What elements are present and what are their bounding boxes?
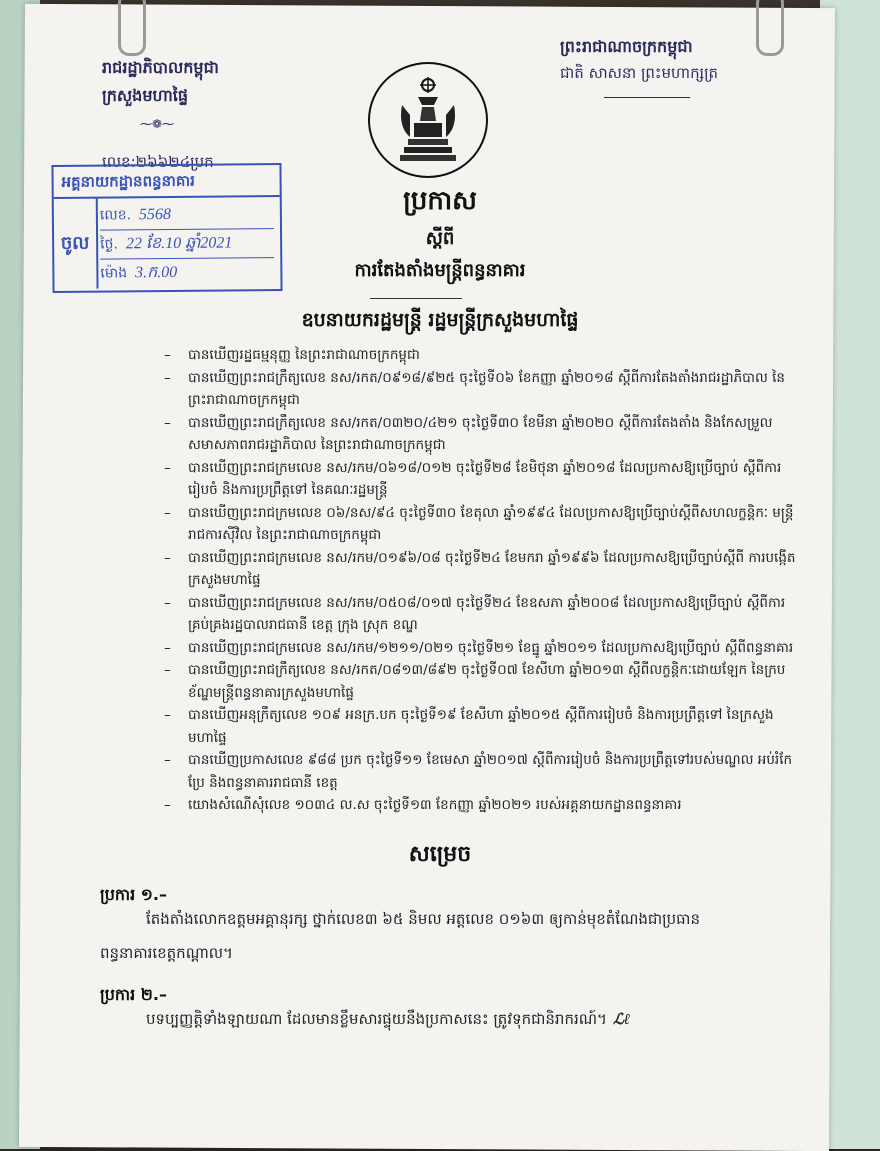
paper-clip-left bbox=[118, 0, 146, 56]
paper-clip-right bbox=[756, 0, 784, 56]
government-title: រាជរដ្ឋាភិបាលកម្ពុជា bbox=[102, 58, 219, 77]
consideration-item: – យោងសំណើសុំលេខ ១០៣៤ ល.ស ចុះថ្ងៃទី១៣ ខែកញ្ញា ឆ្នាំ២០២១ របស់អគ្គនាយកដ្ឋានពន្ធនាគារ bbox=[160, 794, 800, 817]
article-1-text-line2: ពន្ធនាគារខេត្តកណ្ដាល។ bbox=[100, 944, 233, 962]
stamp-time-value: 3.ក.00 bbox=[134, 263, 178, 282]
stamp-date-value: 22 ខែ.10 ឆ្នាំ2021 bbox=[125, 234, 233, 253]
header-right bbox=[560, 34, 718, 86]
consideration-item: – បានឃើញរដ្ឋធម្មនុញ្ញ នៃព្រះរាជាណាចក្រកម្ពុជា bbox=[160, 344, 800, 367]
kingdom-title: ព្រះរាជាណាចក្រកម្ពុជា bbox=[560, 37, 693, 56]
considerations-list bbox=[160, 344, 800, 817]
consideration-item: – បានឃើញព្រះរាជក្រមលេខ នស/រកម/០៦១៨/០១២ ចុះថ្ងៃទី២៨ ខែមិថុនា ឆ្នាំ២០១៨ ដែលប្រកាសឱ្យប្រើច្បាប់ ស្តីពីការរៀបចំ និងការប្រព្រឹត្តទៅ នៃគណៈរដ្ឋមន្ត្រី bbox=[160, 457, 800, 502]
consideration-item: – បានឃើញប្រកាសលេខ ៩៨៨ ប្រក ចុះថ្ងៃទី១១ ខែមេសា ឆ្នាំ២០១៧ ស្តីពីការរៀបចំ និងការប្រព្រឹត្តទៅរបស់មណ្ឌល អប់រំកែប្រែ និងពន្ធនាគាររាជធានី ខេត្ត bbox=[160, 749, 800, 794]
document-type-title: ប្រកាស bbox=[403, 186, 477, 216]
article-2-text bbox=[146, 1002, 806, 1037]
consideration-item: – បានឃើញព្រះរាជក្រមលេខ ០៦/នស/៩៤ ចុះថ្ងៃទី៣០ ខែតុលា ឆ្នាំ១៩៩៤ ដែលប្រកាសឱ្យប្រើច្បាប់ស្តីពីសហលក្ខន្តិកៈ មន្ត្រីរាជការស៊ីវិល នៃព្រះរាជាណាចក្រកម្ពុជា bbox=[160, 502, 800, 547]
document-about: ស្ដីពី bbox=[425, 228, 455, 249]
consideration-item: – បានឃើញព្រះរាជក្រមលេខ នស/រកម/០៥០៨/០១៧ ចុះថ្ងៃទី២៤ ខែឧសភា ឆ្នាំ២០០៨ ដែលប្រកាសឱ្យប្រើច្បាប់ ស្តីពីការគ្រប់គ្រងរដ្ឋបាលរាជធានី ខេត្ត ក្រុង ស្រុក ខណ្ឌ bbox=[160, 592, 800, 637]
ministry-title: ក្រសួងមហាផ្ទៃ bbox=[102, 86, 189, 105]
ornament-icon: ⁓❁⁓ bbox=[140, 117, 175, 131]
header-left bbox=[102, 54, 219, 176]
article-2-text-line1: បទប្បញ្ញត្តិទាំងឡាយណា ដែលមានខ្លឹមសារផ្ទុយនឹងប្រកាសនេះ ត្រូវទុកជានិរាករណ៍។ bbox=[146, 1010, 607, 1028]
decision-title: សម្រេច bbox=[408, 842, 472, 867]
consideration-item: – បានឃើញព្រះរាជក្រមលេខ នស/រកម/០១៩៦/០៨ ចុះថ្ងៃទី២៤ ខែមករា ឆ្នាំ១៩៩៦ ដែលប្រកាសឱ្យប្រើច្បាប់ស្តីពី ការបង្កើតក្រសួងមហាផ្ទៃ bbox=[160, 547, 800, 592]
stamp-number-value: 5568 bbox=[138, 205, 172, 224]
stamp-department: អគ្គនាយកដ្ឋានពន្ធនាគារ bbox=[53, 165, 279, 199]
consideration-item: – បានឃើញព្រះរាជក្រឹត្យលេខ នស/រកត/០៨១៣/៨៩២ ចុះថ្ងៃទី០៧ ខែសីហា ឆ្នាំ២០១៣ ស្តីពីលក្ខន្តិកៈដោយឡែក នៃក្របខ័ណ្ឌមន្ត្រីពន្ធនាគារក្រសួងមហាផ្ទៃ bbox=[160, 659, 800, 704]
national-motto: ជាតិ សាសនា ព្រះមហាក្សត្រ bbox=[560, 64, 719, 82]
article-1-label: ប្រការ ១.– bbox=[100, 885, 167, 904]
subject-divider bbox=[370, 298, 462, 299]
reference-number: លេខ:២៦៦២៤ប្រក bbox=[102, 153, 214, 171]
stamp-number-label: លេខ. bbox=[99, 207, 132, 224]
article-1-text-line1: តែងតាំងលោកឧត្តមអគ្គានុរក្ស ថ្នាក់លេខ៣ ៦៥ និមល អត្តលេខ ០១៦៣ ឲ្យកាន់មុខតំណែងជាប្រធាន bbox=[146, 910, 700, 928]
stamp-time-label: ម៉ោង bbox=[100, 265, 128, 282]
royal-coat-of-arms-emblem bbox=[368, 62, 488, 178]
consideration-item: – បានឃើញព្រះរាជក្រមលេខ នស/រកម/១២១១/០២១ ចុះថ្ងៃទី២១ ខែធ្នូ ឆ្នាំ២០១១ ដែលប្រកាសឱ្យប្រើច្បាប់ ស្តីពីពន្ធនាគារ bbox=[160, 637, 800, 660]
consideration-item: – បានឃើញព្រះរាជក្រឹត្យលេខ នស/រកត/០៣២០/៤២១ ចុះថ្ងៃទី៣០ ខែមីនា ឆ្នាំ២០២០ ស្តីពីការតែងតាំង និងកែសម្រួល សមាសភាពរាជរដ្ឋាភិបាល នៃព្រះរាជាណាចក្រកម្ពុជា bbox=[160, 412, 800, 457]
stamp-date-label: ថ្ងៃ. bbox=[100, 236, 118, 253]
stamp-side-label: ចូល bbox=[54, 199, 99, 289]
signature-mark: ℒℓ bbox=[612, 1012, 631, 1028]
consideration-item: – បានឃើញព្រះរាជក្រឹត្យលេខ នស/រកត/០៩១៨/៩២៥ ចុះថ្ងៃទី០៦ ខែកញ្ញា ឆ្នាំ២០១៨ ស្តីពីការតែងតាំងរាជរដ្ឋាភិបាល នៃព្រះរាជាណាចក្រកម្ពុជា bbox=[160, 367, 800, 412]
issuer-title: ឧបនាយករដ្ឋមន្ត្រី រដ្ឋមន្ត្រីក្រសួងមហាផ្ទៃ bbox=[301, 309, 579, 331]
consideration-item: – បានឃើញអនុក្រឹត្យលេខ ១០៩ អនក្រ.បក ចុះថ្ងៃទី១៩ ខែសីហា ឆ្នាំ២០១៥ ស្តីពីការរៀបចំ និងការប្រព្រឹត្តទៅ នៃក្រសួងមហាផ្ទៃ bbox=[160, 704, 800, 749]
document-subject: ការតែងតាំងមន្ត្រីពន្ធនាគារ bbox=[354, 260, 526, 281]
motto-underline bbox=[604, 97, 690, 98]
coat-of-arms-icon bbox=[388, 75, 468, 165]
article-2-label: ប្រការ ២.– bbox=[100, 985, 167, 1004]
